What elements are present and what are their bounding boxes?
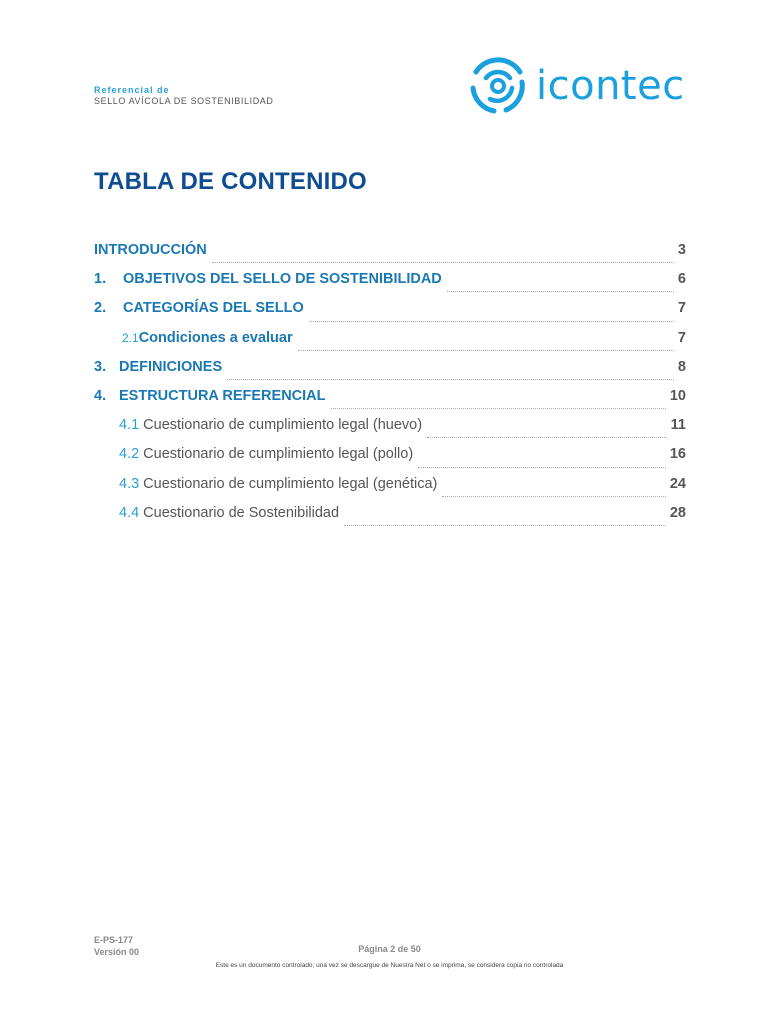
toc-dot-leader [344,524,666,526]
toc-item-estructura[interactable] [94,388,686,417]
toc-item-page: 24 [669,475,686,492]
toc-item-page: 11 [670,417,686,434]
toc-item-cuestionario-genetica[interactable] [94,476,686,505]
toc-item-page: 3 [677,242,686,258]
toc-dot-leader [427,436,667,438]
toc-item-label: Cuestionario de cumplimiento legal (genética) [143,475,438,492]
toc-item-number: 3. [94,358,107,375]
document-code-value: E-PS-177 [94,935,134,945]
logo-wordmark: icontec [536,63,685,109]
toc-item-label: DEFINICIONES [119,358,223,375]
toc-item-page: 16 [669,446,686,463]
toc-item-categorias[interactable] [94,300,686,329]
reference-label: Referencial de [94,85,170,95]
toc-item-number: 2. [94,300,107,317]
icontec-logo [466,54,685,118]
controlled-document-note: Este es un documento controlado; una vez se descargue de Nuestra Net o se imprima, se considera copia no controlada [215,962,564,969]
toc-item-label: Condiciones a evaluar [138,329,293,346]
toc-item-label: INTRODUCCIÓN [94,242,207,258]
toc-dot-leader [447,290,674,292]
toc-item-label: ESTRUCTURA REFERENCIAL [119,387,326,404]
toc-item-label: Cuestionario de Sostenibilidad [143,504,340,521]
toc-item-page: 10 [669,387,686,404]
toc-item-number: 4.3 [119,475,140,492]
icontec-logo-icon [466,54,530,118]
toc-dot-leader [442,495,666,497]
toc-item-cuestionario-sostenibilidad[interactable] [94,505,686,534]
toc-item-introduccion[interactable] [94,242,686,271]
toc-item-number: 4.4 [119,504,140,521]
toc-item-page: 6 [677,271,686,288]
toc-item-cuestionario-pollo[interactable] [94,446,686,475]
toc-dot-leader [212,261,674,263]
page-number: Página 2 de 50 [358,944,421,954]
reference-title: SELLO AVÍCOLA DE SOSTENIBILIDAD [94,96,274,106]
toc-item-condiciones[interactable] [94,330,686,359]
page-title: TABLA DE CONTENIDO [94,168,367,195]
toc-item-page: 7 [677,329,686,346]
toc-dot-leader [309,320,674,322]
toc-item-label: Cuestionario de cumplimiento legal (pollo) [143,446,414,463]
toc-item-page: 28 [669,504,686,521]
document-version: Versión 00 [94,947,140,957]
toc-item-objetivos[interactable] [94,271,686,300]
toc-item-number: 4.1 [119,417,140,434]
toc-item-number: 1. [94,271,107,288]
toc-item-number: 2.1 [122,330,139,345]
toc-item-label: OBJETIVOS DEL SELLO DE SOSTENIBILIDAD [123,271,442,288]
toc-item-cuestionario-huevo[interactable] [94,417,686,446]
table-of-contents [94,242,686,534]
toc-item-definiciones[interactable] [94,359,686,388]
toc-item-number: 4. [94,387,107,404]
toc-dot-leader [227,378,674,380]
toc-dot-leader [418,466,666,468]
toc-item-page: 7 [677,300,686,317]
toc-dot-leader [298,349,674,351]
toc-item-page: 8 [677,358,686,375]
toc-item-label: CATEGORÍAS DEL SELLO [123,300,304,317]
document-reference [94,85,274,107]
toc-dot-leader [331,407,666,409]
toc-item-number: 4.2 [119,446,140,463]
toc-item-label: Cuestionario de cumplimiento legal (huevo) [143,417,423,434]
